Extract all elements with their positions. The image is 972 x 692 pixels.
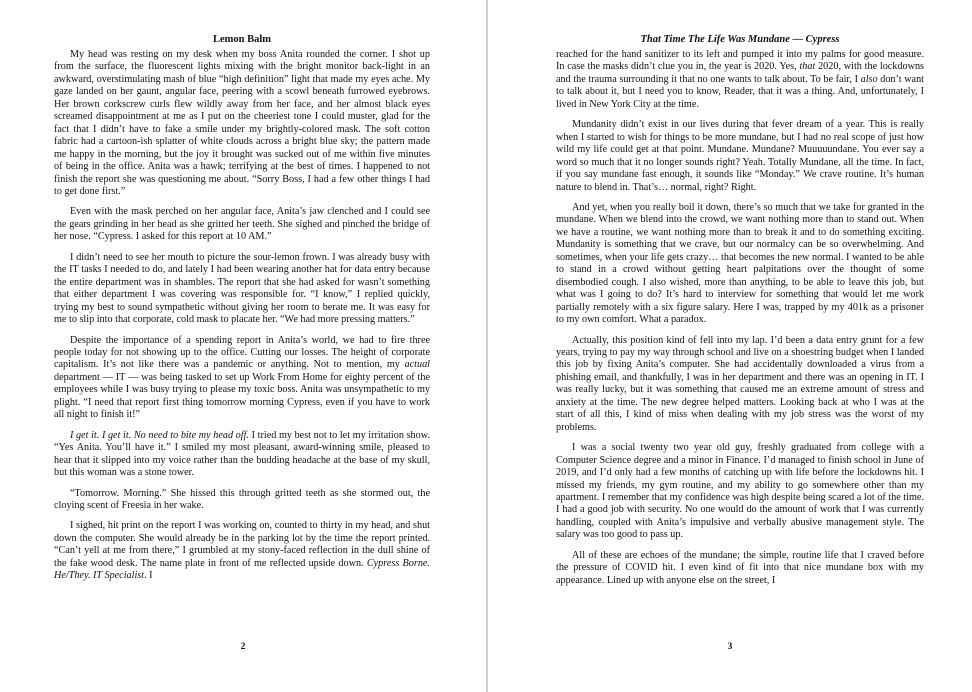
page-number-right: 3	[727, 642, 733, 652]
italic-text: I get it. I get it. No need to bite my head off.	[70, 429, 249, 441]
text-run: And yet, when you really boil it down, there’s so much that we take for granted in the mundane. When we blend into the crowd, we want nothing more than to stand out. When we have a routine, we want nothing more than to break it and to do something exciting. Mundanity is something that we crave, but our normalcy can be so overwhelming. And sometimes, when your life gets crazy… that becomes the new normal. I wanted to be able to stand in a crowd without getting heart palpitations over the thought of some disembodied cough. I also wished, more than anything, to be able to leave this job, but what was I going to do? It’s hard to interview for something that would let me work partially remotely with a six figure salary. Here I was, trapped by my 401k as a prisoner to my own comfort. What a paradox.	[556, 201, 924, 326]
paragraph	[54, 430, 430, 480]
text-run: All of these are echoes of the mundane; the simple, routine life that I craved before the pressure of COVID hit. I even kind of fit into that nice mundane box with my appearance. Lined up with anyone else on the street, I	[556, 549, 924, 586]
paragraph	[556, 550, 924, 587]
text-run: I was a social twenty two year old guy, freshly graduated from college with a Computer Science degree and a minor in Finance. I’d managed to finish school in June of 2019, and I’d only had a few months of catching up with life before the lockdowns hit. I missed my friends, my gym routine, and my ability to go somewhere other than my apartment. I remember that my confidence was high despite being scared a lot of the time. I had a good job with security. No one would do the amount of work that I was currently handling, coupled with Anita’s impulsive and verbally abusive management style. The salary was too good to pass up.	[556, 442, 924, 541]
italic-text: Cypress Borne. He/They. IT Specialist	[54, 557, 430, 582]
text-run: Even with the mask perched on her angular face, Anita’s jaw clenched and I could see the gears grinding in her head as she gritted her teeth. She sighed and pinched the bridge of her nose. “Cypress. I asked for this report at 10 AM.”	[54, 206, 430, 243]
right-page	[488, 0, 972, 692]
paragraph	[54, 252, 430, 327]
italic-text: actual	[404, 359, 430, 371]
text-run: I sighed, hit print on the report I was working on, counted to thirty in my head, and shut down the computer. She would already be in the parking lot by the time the report printed. “Can’t yell at me from there,” I grumbled at my stony-faced reflection in the dull shine of the fake wood desk. The name plate in front of me reflected upside down.	[54, 520, 430, 569]
text-run: . I	[144, 570, 153, 582]
italic-text: also	[860, 73, 878, 85]
text-run: 2020, with the lockdowns and the trauma surrounding it that no one wants to talk about. To be fair, I	[556, 61, 925, 85]
text-run: Despite the importance of a spending report in Anita’s world, we had to fire three people today for not showing up to the office. Cutting our losses. The height of corporate capitalism. It’s not like there was a pandemic or anything. Not to mention, my	[54, 334, 430, 371]
text-run: department — IT — was being tasked to set up Work From Home for eighty percent of the employees while I was busy trying to please my toxic boss. Anita was unsympathetic to my plight. “I need that report first thing tomorrow morning Cypress, even if you have to work all night to finish it!”	[54, 371, 430, 421]
text-run: My head was resting on my desk when my boss Anita rounded the corner. I shot up from the surface, the fluorescent lights mixing with the bright monitor back-light in an awkward, overstimulating mash of blue “high definition” light that made my eyes ache. My gaze landed on her gaunt, angular face, peering with a scowl beneath furrowed eyebrows. Her brown corkscrew curls flew wildly away from her face, and her almost black eyes screamed disappointment at me as I put on the cheeriest tone I could muster, glad for the fact that I didn’t have to fake a smile under my brightly-colored mask. The soft cotton fabric had a cartoon-ish splatter of white clouds across a bright blue sky; the pattern made me happy in the morning, but the joy it brought was sucked out of me within five minutes of being in the office. Anita was a hawk; terrifying at the best of times. I happened to not finish the report she was questioning me about. “Sorry Boss, I had a few other things I had to get done first.”	[54, 49, 430, 197]
italic-text: that	[799, 61, 816, 73]
text-run: I didn’t need to see her mouth to picture the sour-lemon frown. I was already busy with the IT tasks I needed to do, and lately I had been wearing another hat for data entry because the entire department was in shambles. The report that she had asked for wasn’t something that either department I was covering was responsible for. “I know,” I replied quickly, trying my best to sound sympathetic without giving her room to berate me. It was easy for me to slip into that corporate, cold mask to placate her. “We had more pressing matters.”	[54, 251, 430, 326]
paragraph	[556, 49, 924, 111]
page-number-left: 2	[240, 642, 246, 652]
paragraph	[54, 488, 430, 513]
paragraph	[54, 49, 430, 198]
paragraph	[556, 202, 924, 327]
paragraph	[556, 119, 924, 194]
text-run: I tried my best not to let my irritation show. “Yes Anita. You’ll have it.” I smiled my most pleasant, award-winning smile, pleased to hear that it slipped into my voice rather than the budding headache at the base of my skull, but this woman was a stone tower.	[54, 429, 430, 479]
text-run: Actually, this position kind of fell into my lap. I’d been a data entry grunt for a few years, trying to pay my way through school and live on a shoestring budget when I landed this job by fixing Anita’s computer. She had accidentally downloaded a virus from a phishing email, and thankfully, I was in her department and there was an opening in IT. I was really lucky, but it was something that caused me an extreme amount of stress and anxiety at the time. The new degree helped matters. Looking back at who I was at the start of all this, I kind of miss when dealing with my job stress was the worst of my problems.	[556, 334, 924, 433]
paragraph	[556, 335, 924, 435]
text-run: reached for the hand sanitizer to its left and pumped it into my palms for good measure. In case the masks didn’t clue you in, the year is 2020. Yes,	[556, 49, 924, 73]
text-run: Mundanity didn’t exist in our lives during that fever dream of a year. This is really when I started to wish for things to be more mundane, but I had no real scope of just how wild my life could get at that point. Mundane. Mundane? Muuuuundane. You ever say a word so much that it no longer sounds right? Yeah. Totally Mundane, all the time. In fact, if you say mundane fast enough, it sounds like “Monday.” We crave routine. It’s human nature to blend in. That’s… normal, right? Right.	[556, 119, 924, 193]
right-page-body	[556, 49, 924, 587]
left-page-body	[54, 49, 430, 583]
paragraph	[54, 335, 430, 422]
paragraph	[54, 520, 430, 582]
paragraph	[54, 206, 430, 243]
running-header-right: That Time The Life Was Mundane — Cypress	[640, 34, 840, 45]
running-header-left: Lemon Balm	[212, 34, 272, 45]
paragraph	[556, 442, 924, 542]
text-run: don’t want to talk about it, but I need you to know, Reader, that it was a thing. And, unfortunately, I lived in New York City at the time.	[556, 73, 924, 110]
text-run: “Tomorrow. Morning.” She hissed this through gritted teeth as she stormed out, the cloying scent of Freesia in her wake.	[54, 487, 430, 511]
